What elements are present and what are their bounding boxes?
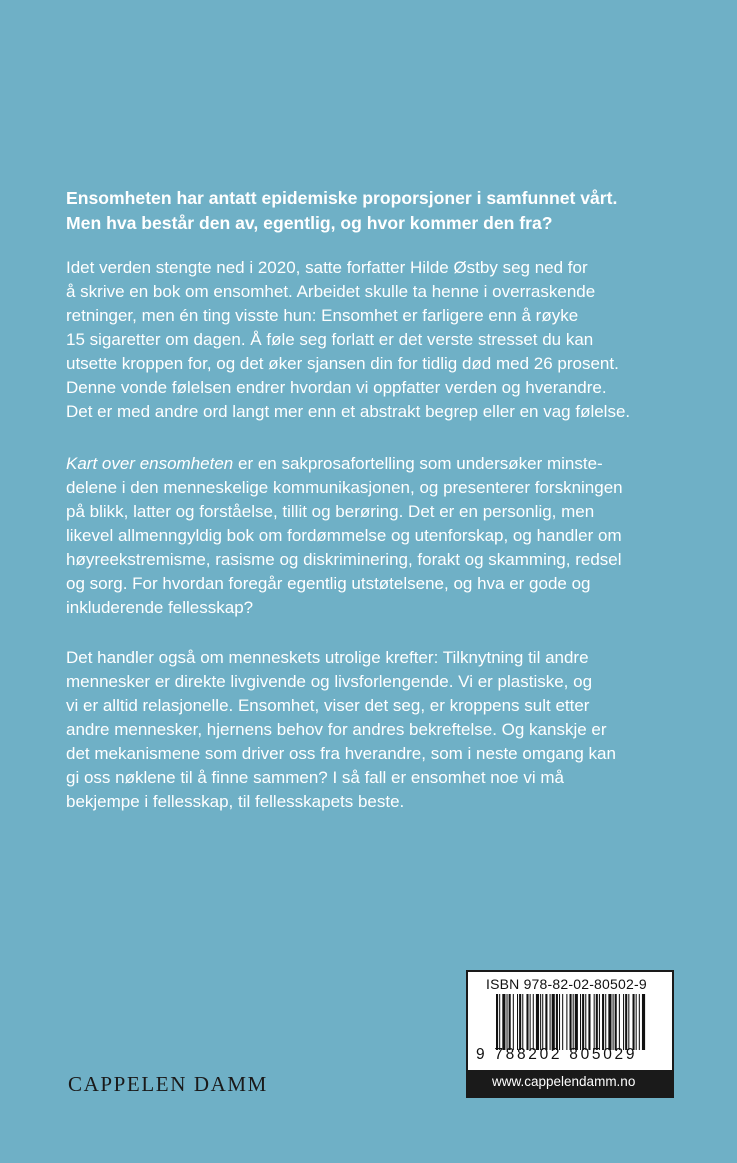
barcode-bar xyxy=(530,994,531,1050)
text-line: andre mennesker, hjernens behov for andres bekreftelse. Og kanskje er xyxy=(66,720,607,739)
barcode-bar xyxy=(570,994,572,1050)
barcode-bar xyxy=(602,994,604,1050)
text-line: å skrive en bok om ensomhet. Arbeidet skulle ta henne i overraskende xyxy=(66,282,596,301)
barcode-bar xyxy=(566,994,567,1050)
text-line xyxy=(66,452,686,476)
barcode-bar xyxy=(582,994,584,1050)
barcode-bar xyxy=(594,994,595,1050)
barcode-bar xyxy=(636,994,637,1050)
barcode-bar xyxy=(496,994,498,1050)
lead-line: Men hva består den av, egentlig, og hvor kommer den fra? xyxy=(66,213,553,233)
barcode-bar xyxy=(608,994,611,1050)
text-line: gi oss nøklene til å finne sammen? I så fall er ensomhet noe vi må xyxy=(66,768,564,787)
paragraph-2 xyxy=(66,452,686,620)
barcode-bar xyxy=(540,994,541,1050)
barcode-bar xyxy=(536,994,539,1050)
barcode-bar xyxy=(556,994,558,1050)
barcode-bar xyxy=(573,994,574,1050)
barcode-bar xyxy=(519,994,521,1050)
barcode-bar xyxy=(552,994,555,1050)
barcode-bar xyxy=(526,994,528,1050)
paragraph-3 xyxy=(66,646,686,814)
barcode-bar xyxy=(599,994,600,1050)
paragraph-1 xyxy=(66,256,686,424)
barcode-bar xyxy=(575,994,578,1050)
lead-line: Ensomheten har antatt epidemiske proporsjoner i samfunnet vårt. xyxy=(66,188,618,208)
text-line: utsette kroppen for, og det øker sjansen din for tidlig død med 26 prosent. xyxy=(66,354,619,373)
barcode-bar xyxy=(633,994,635,1050)
barcode-bar xyxy=(623,994,624,1050)
barcode-bar xyxy=(596,994,598,1050)
barcode-bar xyxy=(502,994,505,1050)
barcode-bar xyxy=(619,994,620,1050)
barcode-bar xyxy=(509,994,511,1050)
barcode-bar xyxy=(513,994,514,1050)
barcode-bar xyxy=(507,994,508,1050)
lead-text xyxy=(66,186,686,236)
barcode-bar xyxy=(562,994,563,1050)
barcode-bar xyxy=(533,994,534,1050)
barcode-bar xyxy=(628,994,629,1050)
barcode-bar xyxy=(580,994,581,1050)
text-line: Det er med andre ord langt mer enn et abstrakt begrep eller en vag følelse. xyxy=(66,402,631,421)
text-line: 15 sigaretter om dagen. Å føle seg forlatt er det verste stresset du kan xyxy=(66,330,594,349)
barcode-bar xyxy=(605,994,606,1050)
text-line: og sorg. For hvordan foregår egentlig utstøtelsene, og hva er gode og xyxy=(66,574,591,593)
text-line: på blikk, latter og forståelse, tillit og berøring. Det er en personlig, men xyxy=(66,502,595,521)
text-line: høyreekstremisme, rasisme og diskriminering, forakt og skamming, redsel xyxy=(66,550,622,569)
barcode-bar xyxy=(517,994,518,1050)
text-line: det mekanismene som driver oss fra hverandre, som i neste omgang kan xyxy=(66,744,616,763)
text-line: delene i den menneskelige kommunikasjonen, og presenterer forskningen xyxy=(66,478,623,497)
text-line: Denne vonde følelsen endrer hvordan vi oppfatter verden og hverandre. xyxy=(66,378,607,397)
barcode-bar xyxy=(613,994,614,1050)
text-line: Idet verden stengte ned i 2020, satte forfatter Hilde Østby seg ned for xyxy=(66,258,588,277)
text-line: inkluderende fellesskap? xyxy=(66,598,254,617)
book-title-italic: Kart over ensomheten xyxy=(66,454,234,473)
text-line: retninger, men én ting visste hun: Ensomhet er farligere enn å røyke xyxy=(66,306,579,325)
text-line: likevel allmenngyldig bok om fordømmelse og utenforskap, og handler om xyxy=(66,526,622,545)
barcode-bar xyxy=(639,994,640,1050)
text-line: bekjempe i fellesskap, til fellesskapets beste. xyxy=(66,792,405,811)
barcode-bar xyxy=(585,994,586,1050)
barcode-bar xyxy=(545,994,547,1050)
text-fragment: er en sakprosafortelling som undersøker minste- xyxy=(233,454,603,473)
barcode-bar xyxy=(559,994,560,1050)
url-band xyxy=(468,1070,672,1096)
isbn-label: ISBN 978-82-02-80502-9 xyxy=(486,976,647,992)
isbn-barcode-box xyxy=(466,970,674,1098)
barcode-bars xyxy=(496,994,646,1050)
barcode-bar xyxy=(542,994,543,1050)
barcode-bar xyxy=(625,994,627,1050)
barcode-bar xyxy=(642,994,645,1050)
barcode-bar xyxy=(550,994,551,1050)
publisher-url: www.cappelendamm.no xyxy=(492,1074,636,1089)
barcode-bar xyxy=(588,994,590,1050)
publisher-logo: CAPPELEN DAMM xyxy=(68,1072,268,1096)
text-line: vi er alltid relasjonelle. Ensomhet, viser det seg, er kroppens sult etter xyxy=(66,696,590,715)
text-line: mennesker er direkte livgivende og livsforlengende. Vi er plastiske, og xyxy=(66,672,593,691)
barcode-bar xyxy=(615,994,617,1050)
barcode-bar xyxy=(499,994,500,1050)
barcode-bar xyxy=(522,994,523,1050)
text-line: Det handler også om menneskets utrolige krefter: Tilknytning til andre xyxy=(66,648,589,667)
barcode-digits: 9 788202 805029 xyxy=(476,1046,638,1063)
